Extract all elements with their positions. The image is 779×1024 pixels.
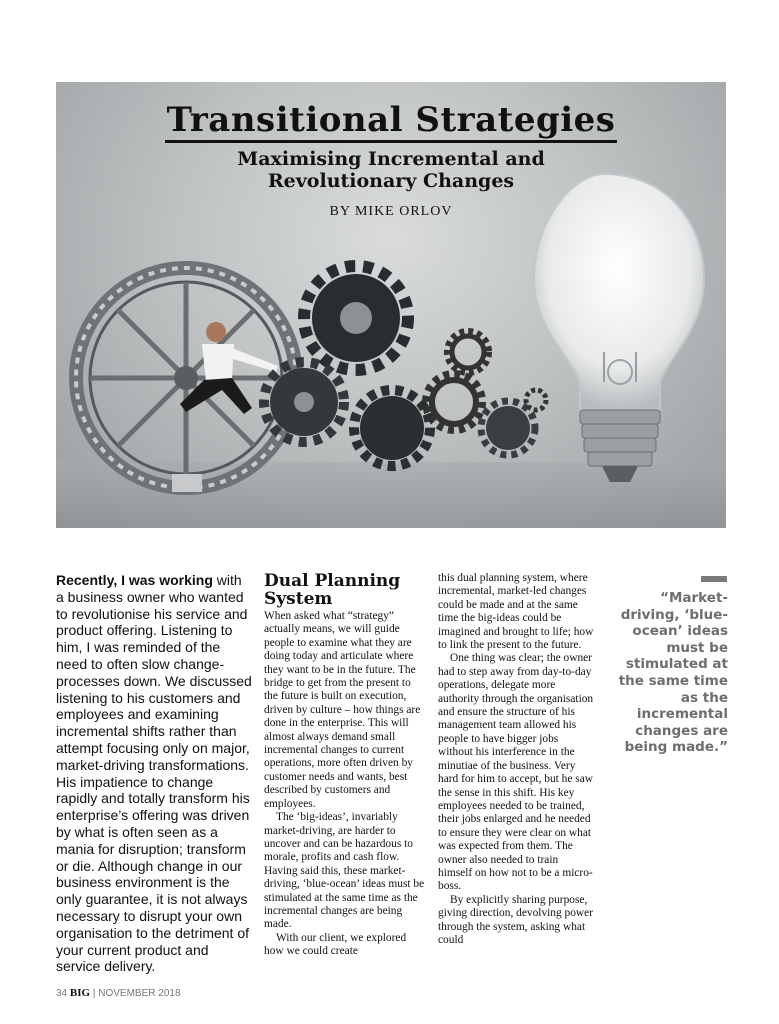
article-title: Transitional Strategies <box>56 100 726 140</box>
paragraph: By explicitly sharing purpose, giving direction, devolving power through the system, asking what could <box>438 893 594 946</box>
paragraph: The ‘big-ideas’, invariably market-driving, are harder to uncover and can be hazardous to morale, profits and cash flow. Having said this, these market-driving, ‘blue-ocean’ ideas must be stimulated at the same time as the incremental changes are being made. <box>264 811 425 931</box>
gears <box>264 266 546 466</box>
issue-date: | NOVEMBER 2018 <box>92 988 181 999</box>
article-subtitle <box>56 148 726 192</box>
paragraph: One thing was clear; the owner had to step away from day-to-day operations, delegate more authority through the organisation and ensure the structure of his management team allowed his people to have bigger jobs without his interference in the minutiae of the business. Very hard for him to accept, but he saw the sense in this shift. His key employees needed to be trained, their jobs enlarged and he needed to ensure they were clear on what was expected from them. The owner also needed to train himself on how not to be a micro-boss. <box>438 652 594 893</box>
magazine-name: BIG <box>69 987 91 999</box>
column-two <box>264 572 426 959</box>
column-three <box>438 572 594 947</box>
paragraph: When asked what “strategy” actually means, we will guide people to examine what they are doing today and articulate where they want to be in the future. The bridge to get from the present to the future is built on execution, driven by culture – how things are done in the enterprise. This will almost always demand small incremental changes to current operations, more often driven by customer needs and wants, best described by customers and employees. <box>264 610 421 810</box>
subtitle-line: Maximising Incremental and <box>237 148 545 170</box>
subtitle-line: Revolutionary Changes <box>267 170 515 192</box>
hero-image <box>56 82 726 528</box>
byline: BY MIKE ORLOV <box>329 204 453 219</box>
page-footer <box>56 987 181 999</box>
hamster-wheel <box>76 268 296 488</box>
pullquote-rule <box>701 576 727 582</box>
page-number: 34 <box>56 988 68 999</box>
light-bulb <box>534 174 704 482</box>
paragraph: this dual planning system, where incremental, market-led changes could be made and at the same time the big-ideas could be imagined and brought to life; how to link the present to the future. <box>438 572 594 652</box>
column-intro <box>56 572 252 975</box>
paragraph: With our client, we explored how we could create <box>264 931 407 958</box>
intro-lead: Recently, I was working <box>56 572 213 588</box>
pullquote: “Market-driving, ‘blue-ocean’ ideas must be stimulated at the same time as the incremental changes are being made.” <box>618 590 728 756</box>
intro-text: with a business owner who wanted to revolutionise his service and product offering. Listening to him, I was reminded of the need to often slow change-processes down. We discussed listening to his customers and employees and examining incremental shifts rather than attempt focusing only on major, market-driving transformations. His impatience to change rapidly and totally transform his enterprise’s offering was driven by what is often seen as a mania for disruption; transform or die. Although change in our business environment is the only guarantee, it is not always necessary to disrupt your own organisation to the detriment of your current product and service delivery. <box>56 572 252 975</box>
section-heading: Dual Planning System <box>264 571 401 609</box>
